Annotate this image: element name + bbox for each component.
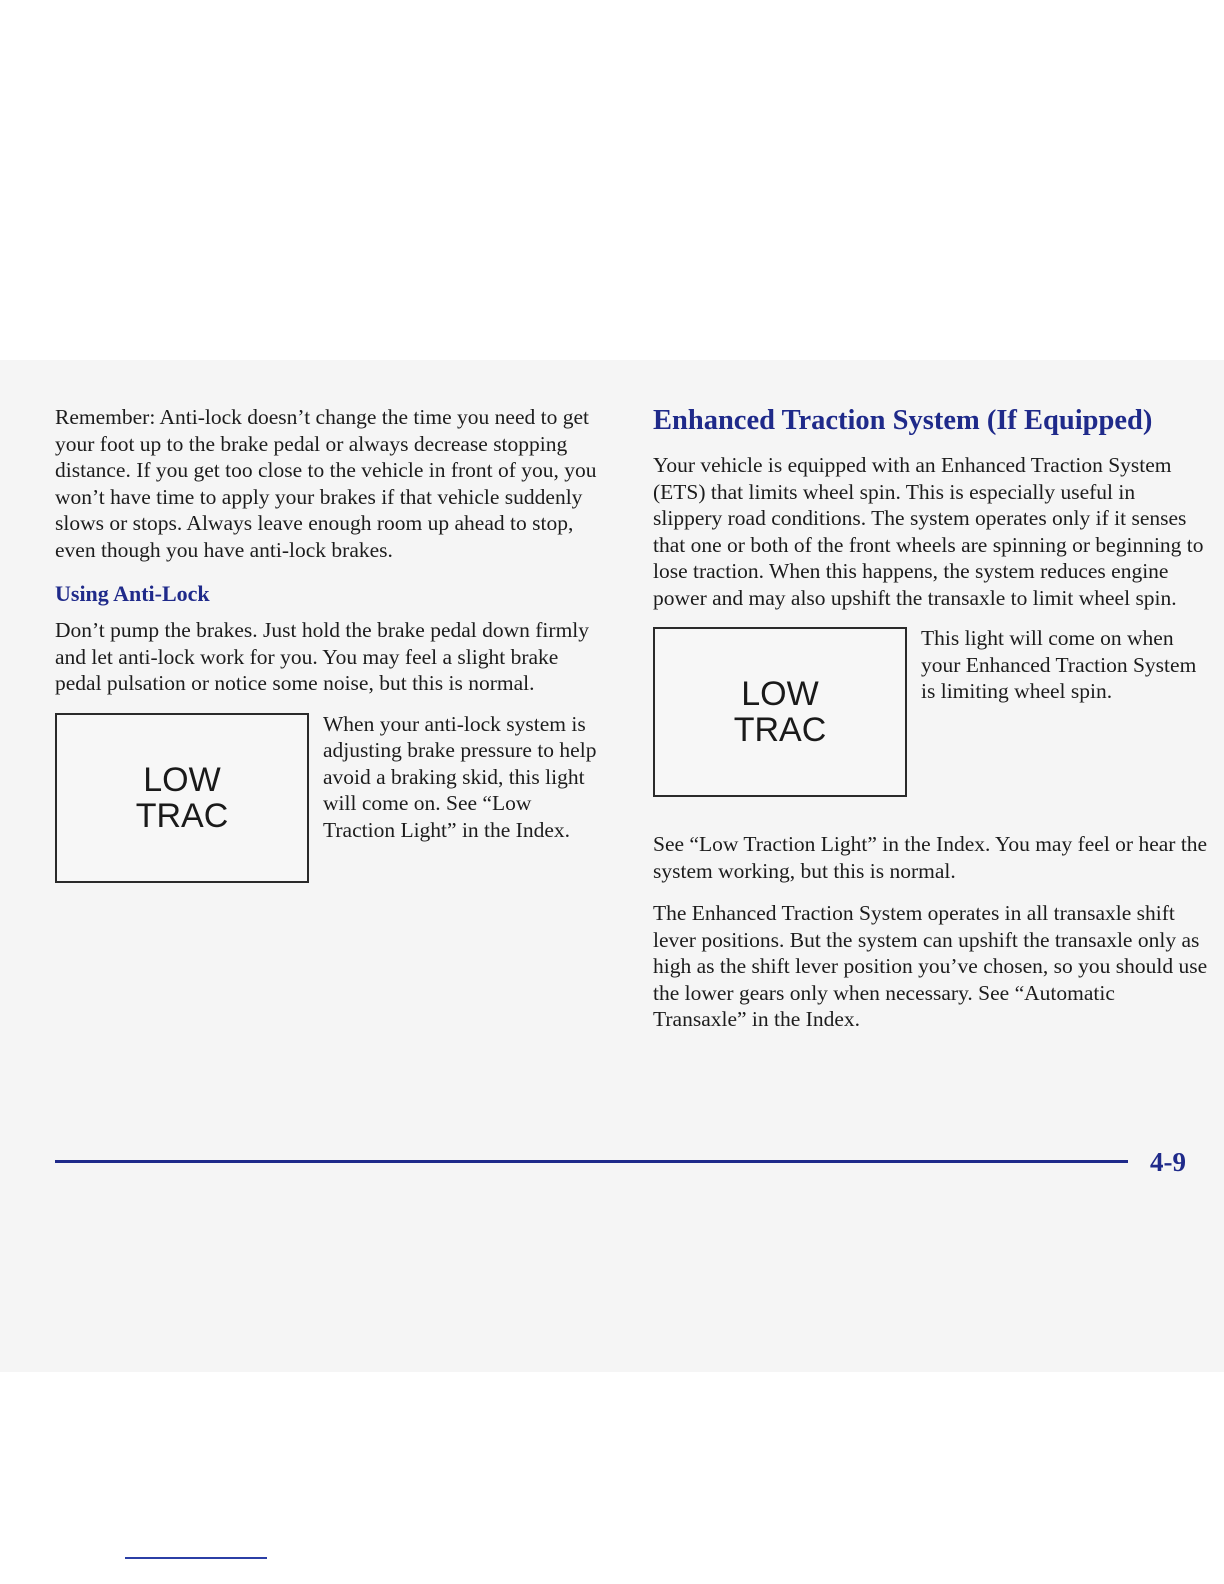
bottom-link-mark (125, 1557, 267, 1559)
ets-intro-paragraph: Your vehicle is equipped with an Enhanced Traction System (ETS) that limits wheel spin. This is especially useful in slippery road conditions. The system operates only if it senses that one or both of the front wheels are spinning or beginning to lose traction. When this happens, the system reduces engine power and may also upshift the transaxle to limit wheel spin. (653, 453, 1204, 610)
ets-transaxle-paragraph: The Enhanced Traction System operates in all transaxle shift lever positions. But the system can upshift the transaxle only as high as the shift lever position you’ve chosen, so you should use the lower gears only when necessary. See “Automatic Transaxle” in the Index. (653, 901, 1208, 1031)
indicator-line-2: TRAC (135, 796, 229, 835)
indicator-line-1: LOW (741, 675, 819, 713)
anti-lock-paragraph: Don’t pump the brakes. Just hold the brake pedal down firmly and let anti-lock work for you. You may feel a slight brake pedal pulsation or notice some noise, but this is normal. (55, 618, 590, 695)
ets-light-block (653, 627, 1208, 797)
footer-rule (55, 1160, 1128, 1163)
anti-lock-light-block (55, 713, 610, 883)
anti-lock-light-caption: When your anti-lock system is adjusting brake pressure to help avoid a braking skid, this light will come on. See “Low Traction Light” in the Index. (323, 711, 597, 842)
low-trac-indicator-icon (653, 627, 907, 797)
indicator-line-2: TRAC (733, 711, 827, 749)
left-column (55, 404, 610, 883)
indicator-line-1: LOW (143, 760, 221, 799)
low-trac-indicator-icon (55, 713, 309, 883)
ets-see-paragraph: See “Low Traction Light” in the Index. You may feel or hear the system working, but this is normal. (653, 832, 1208, 883)
enhanced-traction-heading: Enhanced Traction System (If Equipped) (653, 405, 1153, 436)
remember-paragraph: Remember: Anti-lock doesn’t change the time you need to get your foot up to the brake pedal or always decrease stopping distance. If you get too close to the vehicle in front of you, you won’t have time to apply your brakes if that vehicle suddenly slows or stops. Always leave enough room up ahead to stop, even though you have anti-lock brakes. (55, 405, 597, 562)
using-anti-lock-heading: Using Anti-Lock (55, 581, 210, 606)
page-number: 4-9 (1150, 1147, 1186, 1177)
right-column (653, 404, 1208, 1049)
ets-light-caption: This light will come on when your Enhanced Traction System is limiting wheel spin. (921, 626, 1197, 703)
